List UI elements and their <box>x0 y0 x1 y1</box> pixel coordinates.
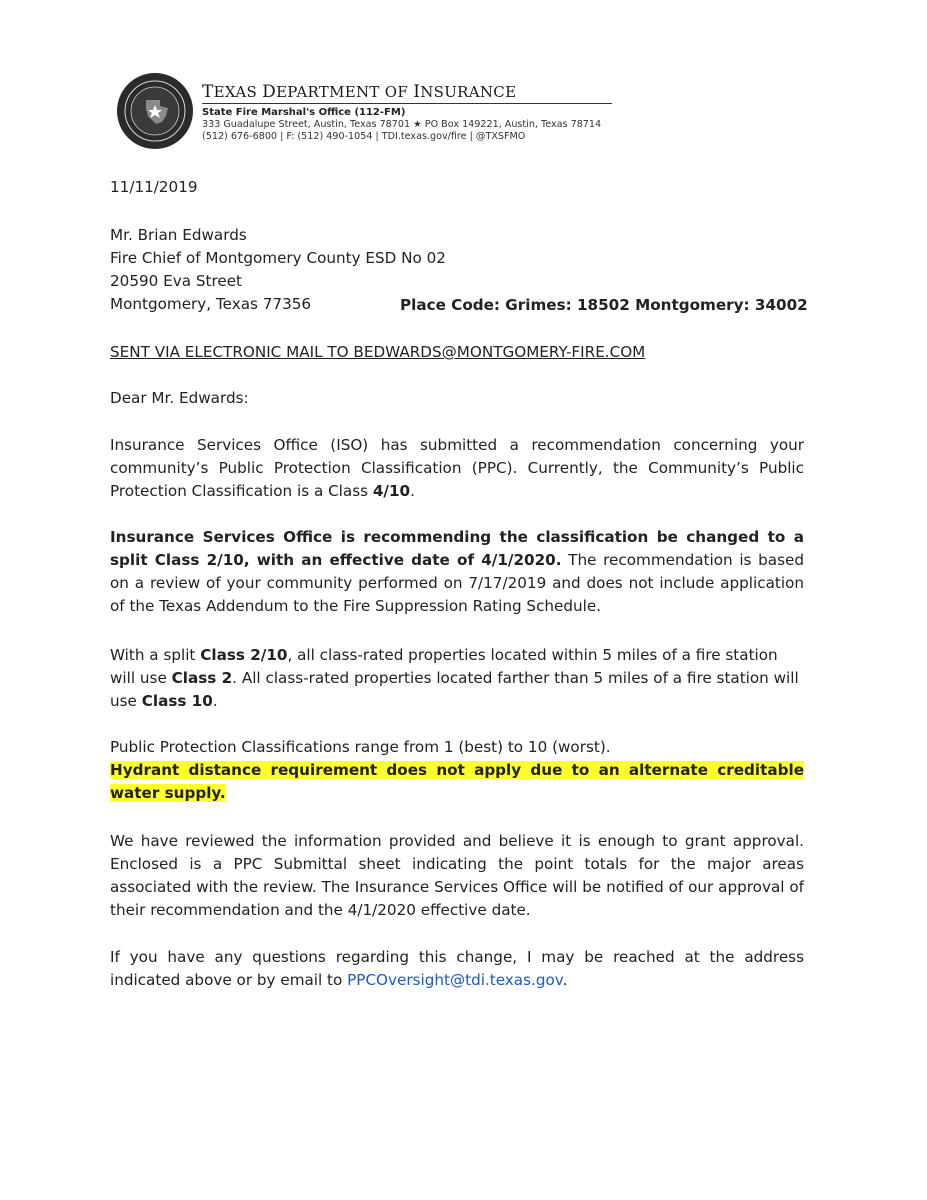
letterhead <box>202 82 612 142</box>
sent-via-line: SENT VIA ELECTRONIC MAIL TO BEDWARDS@MONTGOMERY-FIRE.COM <box>110 343 646 361</box>
office-address: 333 Guadalupe Street, Austin, Texas 78701 ★ PO Box 149221, Austin, Texas 78714 <box>202 119 602 130</box>
org-name: TEXAS DEPARTMENT OF INSURANCE <box>202 82 612 104</box>
paragraph-classification-range <box>110 736 804 805</box>
recipient-name: Mr. Brian Edwards <box>110 226 247 244</box>
paragraph-approval: We have reviewed the information provided and believe it is enough to grant approval. Enclosed is a PPC Submittal sheet indicating the point totals for the major areas associated with the review. The Insurance Services Office will be notified of our approval of their recommendation and the 4/1/2020 effective date. <box>110 832 804 919</box>
office-name: State Fire Marshal's Office (112-FM) <box>202 107 406 118</box>
office-contact: (512) 676-6800 | F: (512) 490-1054 | TDI.texas.gov/fire | @TXSFMO <box>202 131 526 142</box>
recipient-title: Fire Chief of Montgomery County ESD No 02 <box>110 249 446 267</box>
recipient-street: 20590 Eva Street <box>110 272 243 290</box>
hydrant-note-highlight: Hydrant distance requirement does not apply due to an alternate creditable water supply. <box>110 761 804 802</box>
state-fire-marshal-seal-icon <box>116 72 194 150</box>
oversight-email-link[interactable]: PPCOversight@tdi.texas.gov <box>347 971 563 989</box>
paragraph-recommendation: Insurance Services Office is recommending the classification be changed to a split Class 2/10, with an effective date of 4/1/2020. The recommendation is based on a review of your community performed on 7/17/2019 and does not include application of the Texas Addendum to the Fire Suppression Rating Schedule. <box>110 528 804 615</box>
place-code: Place Code: Grimes: 18502 Montgomery: 34002 <box>400 296 808 314</box>
paragraph-split-class: With a split Class 2/10, all class-rated properties located within 5 miles of a fire station will use Class 2. All class-rated properties located farther than 5 miles of a fire station will use Class 10. <box>110 646 799 710</box>
recipient-city: Montgomery, Texas 77356 <box>110 295 312 313</box>
paragraph-contact: If you have any questions regarding this change, I may be reached at the address indicated above or by email to PPCOversight@tdi.texas.gov. <box>110 948 804 989</box>
letter-date: 11/11/2019 <box>110 178 198 196</box>
paragraph-current-class: Insurance Services Office (ISO) has submitted a recommendation concerning your community’s Public Protection Classification (PPC). Currently, the Community’s Public Protection Classification is a Class 4/10. <box>110 436 804 500</box>
classification-range: Public Protection Classifications range from 1 (best) to 10 (worst). <box>110 738 611 756</box>
salutation: Dear Mr. Edwards: <box>110 389 249 407</box>
